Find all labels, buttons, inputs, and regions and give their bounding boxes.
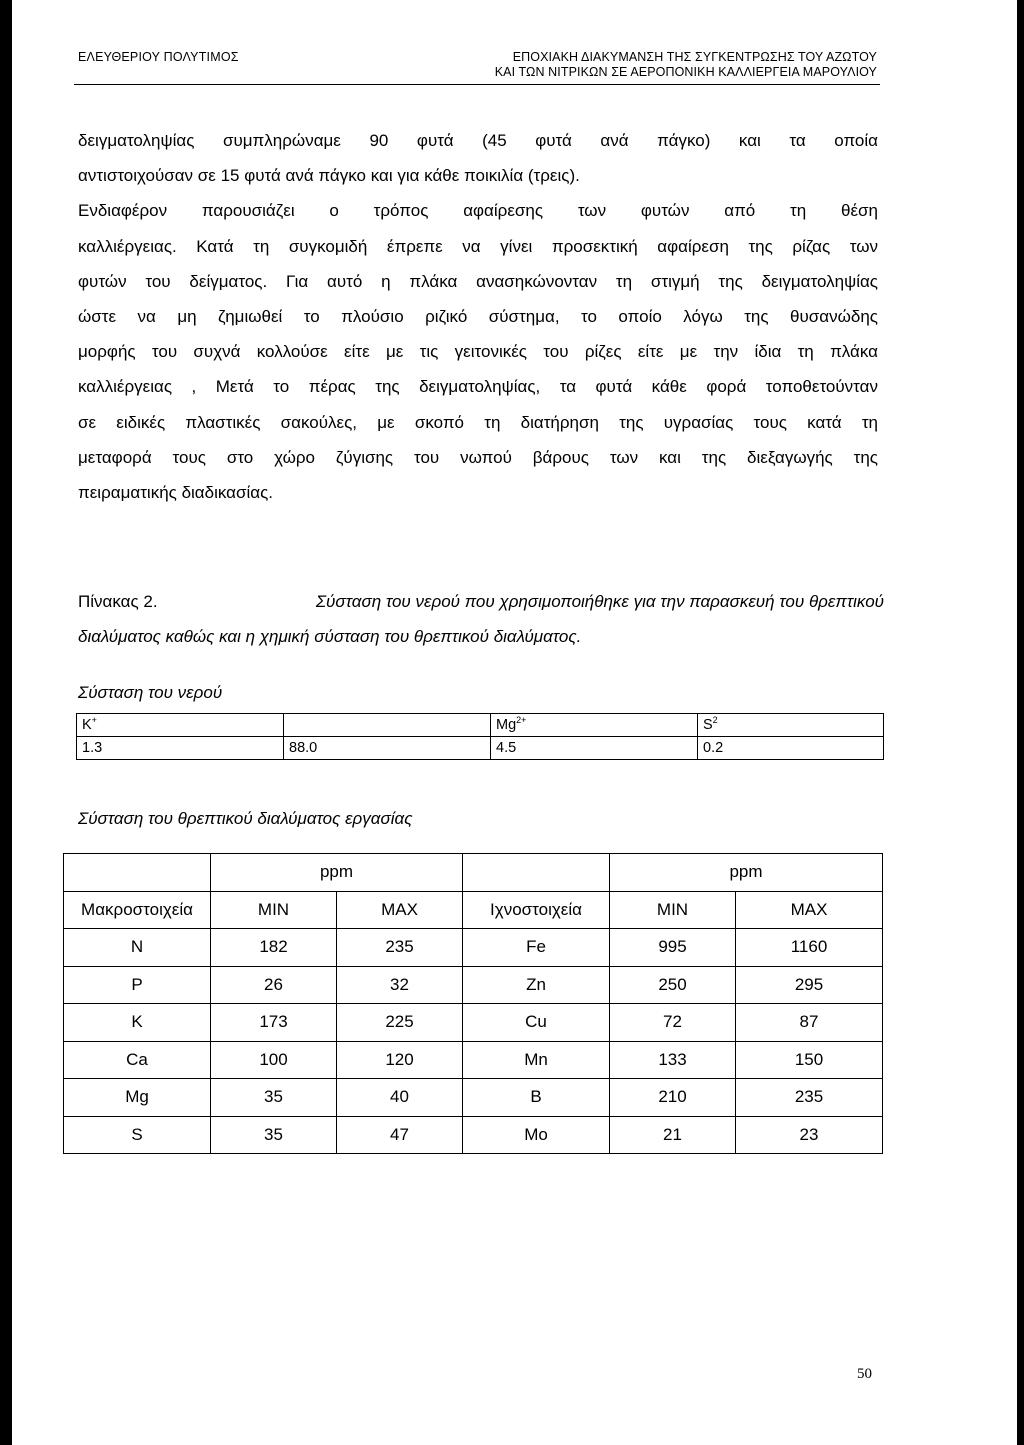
ppm-header-cell: ppm (610, 854, 883, 892)
table-cell: 32 (337, 966, 463, 1004)
empty-cell (463, 854, 610, 892)
body-line: αντιστοιχούσαν σε 15 φυτά ανά πάγκο και για κάθε ποικιλία (τρεις). (78, 166, 580, 186)
body-line: μεταφορά τους στο χώρο ζύγισης του νωπού βάρους των και της διεξαγωγής της (78, 447, 878, 467)
table-row (77, 714, 884, 737)
table-cell: 173 (211, 1004, 337, 1042)
table-caption (78, 584, 884, 654)
table-cell: Mg (64, 1079, 211, 1117)
header-title (495, 50, 877, 80)
table-row (64, 966, 883, 1004)
table-cell: 995 (610, 929, 736, 967)
water-header-cell: $Mg^{2+}$ (491, 714, 698, 737)
table-cell: 100 (211, 1041, 337, 1079)
caption-label: Πίνακας 2. (78, 592, 158, 611)
water-composition-table (76, 713, 884, 760)
table-cell: Mn (463, 1041, 610, 1079)
table-cell: 120 (337, 1041, 463, 1079)
body-line: πειραματικής διαδικασίας. (78, 483, 274, 503)
caption-text-line-1: Σύσταση του νερού που χρησιμοποιήθηκε για την παρασκευή του θρεπτικού (315, 592, 884, 611)
table-cell: K (64, 1004, 211, 1042)
ppm-header-cell: ppm (211, 854, 463, 892)
water-header-cell: K+ (77, 714, 284, 737)
table-cell: Zn (463, 966, 610, 1004)
body-line: ώστε να μη ζημιωθεί το πλούσιο ριζικό σύστημα, το οποίο λόγω της θυσανώδης (78, 307, 878, 327)
document-page (12, 0, 1017, 1445)
table-cell: 87 (736, 1004, 883, 1042)
header-rule (74, 84, 880, 85)
table-row (64, 1079, 883, 1117)
table-cell: Cu (463, 1004, 610, 1042)
table-cell: 40 (337, 1079, 463, 1117)
body-line: δειγματοληψίας συμπληρώναμε 90 φυτά (45 φυτά ανά πάγκο) και τα οποία (78, 131, 878, 150)
header-title-line-2: ΚΑΙ ΤΩΝ ΝΙΤΡΙΚΩΝ ΣΕ ΑΕΡΟΠΟΝΙΚΗ ΚΑΛΛΙΕΡΓΕΙΑ ΜΑΡΟΥΛΙΟΥ (494, 65, 877, 79)
body-line: Ενδιαφέρον παρουσιάζει ο τρόπος αφαίρεσης των φυτών από τη θέση (78, 201, 878, 221)
table-cell: 1160 (736, 929, 883, 967)
body-line: μορφής του συχνά κολλούσε είτε με τις γειτονικές του ρίζες είτε με την ίδια τη πλάκα (78, 342, 878, 362)
table-cell: 26 (211, 966, 337, 1004)
table-cell: 21 (610, 1116, 736, 1154)
water-value-cell: 1.3 (77, 737, 284, 760)
table-cell: Mo (463, 1116, 610, 1154)
table-cell: 72 (610, 1004, 736, 1042)
water-value-cell: 4.5 (491, 737, 698, 760)
table-cell: B (463, 1079, 610, 1117)
page-number: 50 (857, 1366, 872, 1382)
nutrient-solution-table (63, 853, 883, 1154)
body-line: σε ειδικές πλαστικές σακούλες, με σκοπό τη διατήρηση της υγρασίας τους κατά τη (78, 412, 878, 432)
table-row (64, 1004, 883, 1042)
header-author: ΕΛΕΥΘΕΡΙΟΥ ΠΟΛΥΤΙΜΟΣ (78, 50, 239, 64)
table-cell: 182 (211, 929, 337, 967)
table-row (64, 854, 883, 892)
water-header-cell (284, 714, 491, 737)
table-cell: 210 (610, 1079, 736, 1117)
table-cell: 133 (610, 1041, 736, 1079)
table-cell: 250 (610, 966, 736, 1004)
body-line: φυτών του δείγματος. Για αυτό η πλάκα ανασηκώνονταν τη στιγμή της δειγματοληψίας (78, 271, 878, 291)
column-header: Ιχνοστοιχεία (463, 891, 610, 929)
table-row (64, 929, 883, 967)
empty-cell (64, 854, 211, 892)
table-cell: 23 (736, 1116, 883, 1154)
table-cell: 35 (211, 1079, 337, 1117)
table-cell: P (64, 966, 211, 1004)
table-cell: 235 (736, 1079, 883, 1117)
table-row (64, 1041, 883, 1079)
column-header: Μακροστοιχεία (64, 891, 211, 929)
table-cell: 47 (337, 1116, 463, 1154)
body-paragraph (78, 123, 878, 510)
water-value-cell: 0.2 (698, 737, 884, 760)
table-cell: Fe (463, 929, 610, 967)
caption-text-line-2: διαλύματος καθώς και η χημική σύσταση του θρεπτικού διαλύματος. (78, 627, 582, 646)
column-header: MIN (610, 891, 736, 929)
table-cell: 235 (337, 929, 463, 967)
table-cell: 150 (736, 1041, 883, 1079)
column-header: MIN (211, 891, 337, 929)
table-row (64, 891, 883, 929)
water-value-cell: 88.0 (284, 737, 491, 760)
column-header: MAX (337, 891, 463, 929)
body-line: καλλιέργειας , Μετά το πέρας της δειγματοληψίας, τα φυτά κάθε φορά τοποθετούνταν (78, 377, 878, 397)
table-row (64, 1116, 883, 1154)
water-header-cell: $S^2$ (698, 714, 884, 737)
table-cell: 35 (211, 1116, 337, 1154)
table-row (77, 737, 884, 760)
column-header: MAX (736, 891, 883, 929)
table-cell: N (64, 929, 211, 967)
nutrient-table-title: Σύσταση του θρεπτικού διαλύματος εργασίας (78, 809, 413, 828)
table-cell: 295 (736, 966, 883, 1004)
table-cell: Ca (64, 1041, 211, 1079)
water-table-title: Σύσταση του νερού (78, 683, 223, 702)
table-cell: S (64, 1116, 211, 1154)
header-title-line-1: ΕΠΟΧΙΑΚΗ ΔΙΑΚΥΜΑΝΣΗ ΤΗΣ ΣΥΓΚΕΝΤΡΩΣΗΣ ΤΟΥ ΑΖΩΤΟΥ (512, 50, 877, 64)
body-line: καλλιέργειας. Κατά τη συγκομιδή έπρεπε να γίνει προσεκτική αφαίρεση της ρίζας των (78, 236, 878, 256)
table-cell: 225 (337, 1004, 463, 1042)
